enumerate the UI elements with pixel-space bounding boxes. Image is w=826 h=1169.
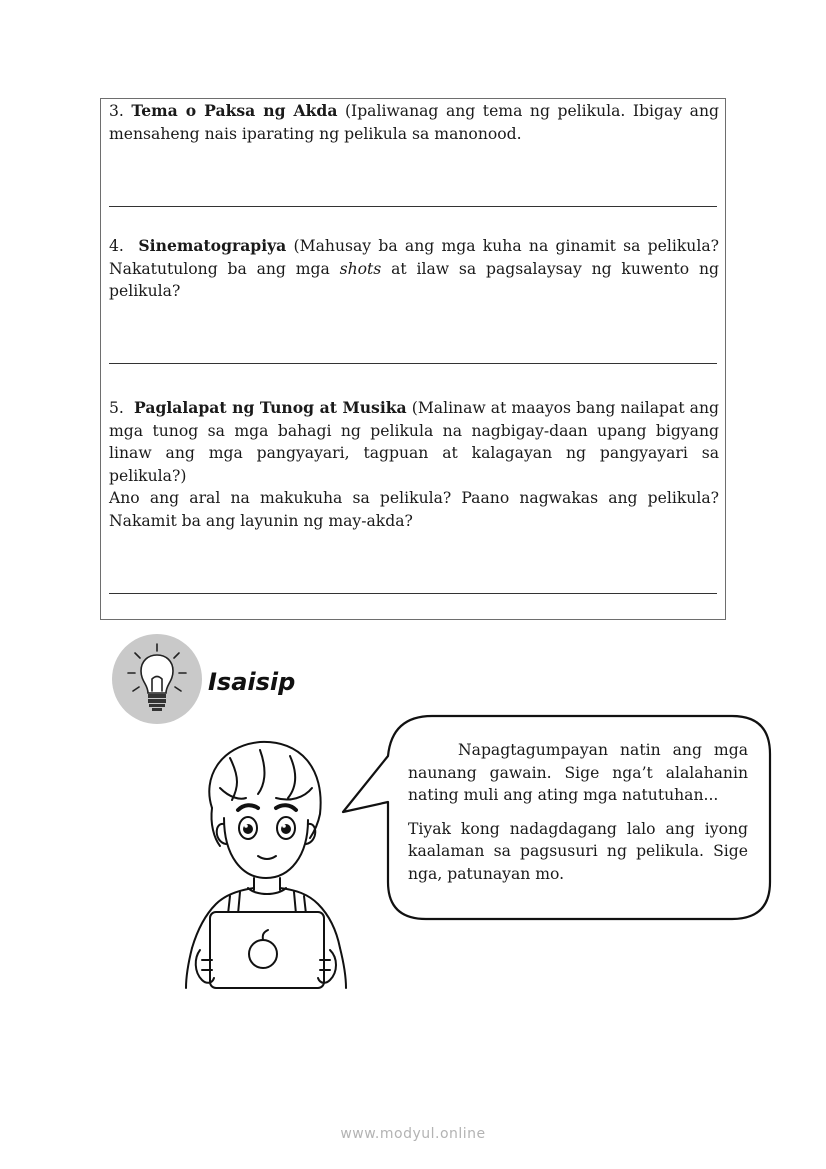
question-5-text: (Malinaw at maayos bang nailapat ang mga tunog sa mga bahagi ng pelikula na nagbigay-daan upang bigyang linaw ang mga pangyayari, tagpuan at kalagayan ng pangyayari sa pelikula?): [109, 399, 719, 485]
answer-line-3[interactable]: [109, 206, 717, 207]
bubble-text: [408, 739, 748, 885]
question-3: [109, 100, 719, 145]
question-3-text: (Ipaliwanag ang tema ng pelikula. Ibigay ang mensaheng nais iparating ng pelikula sa manonood.: [109, 102, 719, 143]
question-3-title: Tema o Paksa ng Akda: [131, 101, 338, 120]
question-4-title: Sinematograpiya: [138, 236, 287, 255]
question-5: [109, 397, 719, 532]
question-5-extra: Ano ang aral na makukuha sa pelikula? Paano nagwakas ang pelikula? Nakamit ba ang layunin ng may-akda?: [109, 489, 719, 530]
question-4-shots: shots: [339, 259, 382, 278]
question-5-title: Paglalapat ng Tunog at Musika: [134, 398, 407, 417]
lightbulb-icon: [111, 633, 203, 725]
answer-box: [100, 98, 726, 620]
bubble-paragraph-1: Napagtagumpayan natin ang mga naunang gawain. Sige nga’t alalahanin nating muli ang ating mga natutuhan...: [408, 741, 748, 804]
question-4-number: 4.: [109, 237, 124, 255]
bubble-paragraph-2: Tiyak kong nadagdagang lalo ang iyong kaalaman sa pagsusuri ng pelikula. Sige nga, patunayan mo.: [408, 819, 748, 883]
answer-line-5[interactable]: [109, 593, 717, 594]
section-title: Isaisip: [208, 668, 296, 696]
boy-illustration: [180, 728, 350, 990]
answer-line-4[interactable]: [109, 363, 717, 364]
footer-watermark: www.modyul.online: [340, 1126, 486, 1142]
question-4-text-a: (Mahusay ba ang mga kuha na ginamit sa pelikula? Nakatutulong ba ang mga: [109, 237, 719, 278]
question-5-number: 5.: [109, 399, 124, 417]
question-3-number: 3.: [109, 102, 124, 120]
question-4-text-b: at ilaw sa pagsalaysay ng kuwento ng pelikula?: [109, 259, 719, 300]
question-4: [109, 235, 719, 303]
